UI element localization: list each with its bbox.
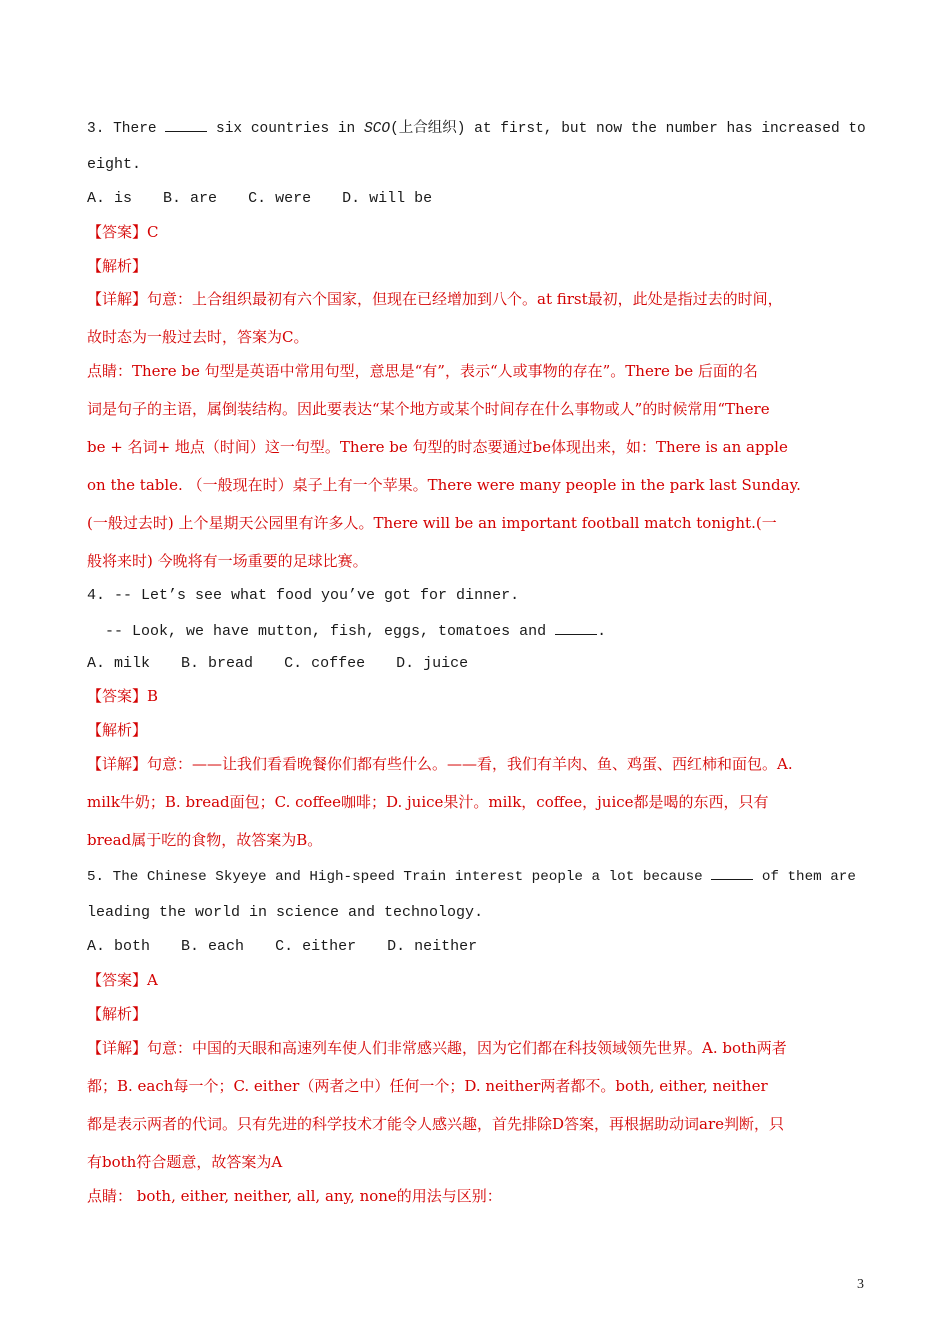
q4-analysis-heading: 【解析】 [87,721,148,739]
q4-stem-line2: -- Look, we have mutton, fish, eggs, tomatoes and . [87,620,606,642]
q5-detail-line2: 都；B. each每一个；C. either（两者之中）任何一个；D. neither两者都不。both, either, neither [87,1077,768,1095]
q4-option-c: C. coffee [284,655,366,672]
q5-option-b: B. each [181,938,245,955]
q4-detail-line1: 【详解】句意：——让我们看看晚餐你们都有些什么。——看，我们有羊肉、鱼、鸡蛋、西红柿和面包。A. [87,755,793,773]
q4-options [87,654,490,674]
q4-option-b: B. bread [181,655,254,672]
page-number: 3 [857,1277,864,1292]
q3-option-d: D. will be [342,190,433,207]
q4-detail-line2: milk牛奶；B. bread面包；C. coffee咖啡；D. juice果汁。milk，coffee，juice都是喝的东西，只有 [87,793,769,811]
q5-stem-line2: leading the world in science and technology. [87,904,484,921]
q3-tip-line2: 词是句子的主语，属倒装结构。因此要表达“某个地方或某个时间存在什么事物或人”的时候常用“There [87,400,770,418]
q3-tip-line3: be + 名词+ 地点（时间）这一句型。There be 句型的时态要通过be体现出来，如：There is an apple [87,438,788,456]
q3-analysis-heading: 【解析】 [87,257,148,275]
q5-stem-line1: 5. The Chinese Skyeye and High-speed Train interest people a lot because of them are [87,865,856,887]
q3-tip-line6: 般将来时) 今晚将有一场重要的足球比赛。 [87,552,368,570]
q4-answer: 【答案】B [87,687,159,705]
q3-tip-line5: (一般过去时) 上个星期天公园里有许多人。There will be an important football match tonight.(一 [87,514,777,532]
q4-blank [555,620,597,635]
q3-option-c: C. were [248,190,312,207]
q3-blank [165,117,207,132]
q5-analysis-heading: 【解析】 [87,1005,148,1023]
q3-option-a: A. is [87,190,133,207]
q3-answer: 【答案】C [87,223,159,241]
q3-detail-line1: 【详解】句意：上合组织最初有六个国家，但现在已经增加到八个。at first最初，此处是指过去的时间， [87,290,783,308]
q5-detail-line3: 都是表示两者的代词。只有先进的科学技术才能令人感兴趣，首先排除D答案，再根据助动词are判断，只 [87,1115,785,1133]
q4-option-d: D. juice [396,655,469,672]
q4-option-a: A. milk [87,655,151,672]
q5-blank [711,865,753,880]
q5-option-a: A. both [87,938,151,955]
q3-stem-line2: eight. [87,156,142,173]
q5-detail-line4: 有both符合题意，故答案为A [87,1153,283,1171]
q4-stem-line1: 4. -- Let’s see what food you’ve got for dinner. [87,587,520,604]
q5-answer: 【答案】A [87,971,158,989]
q3-tip-line1: 点睛：There be 句型是英语中常用句型，意思是“有”，表示“人或事物的存在”。There be 后面的名 [87,362,758,380]
q5-option-d: D. neither [387,938,478,955]
q3-detail-line2: 故时态为一般过去时，答案为C。 [87,328,309,346]
q3-stem-line1: 3. There six countries in SCO(上合组织) at first, but now the number has increased to [87,117,866,139]
q5-tip-line1: 点睛： both, either, neither, all, any, none的用法与区别： [87,1187,502,1205]
q3-options [87,189,454,209]
q5-option-c: C. either [275,938,357,955]
q3-tip-line4: on the table. （一般现在时）桌子上有一个苹果。There were many people in the park last Sunday. [87,476,801,494]
q4-detail-line3: bread属于吃的食物，故答案为B。 [87,831,323,849]
q3-option-b: B. are [163,190,218,207]
q5-detail-line1: 【详解】句意：中国的天眼和高速列车使人们非常感兴趣，因为它们都在科技领域领先世界。A. both两者 [87,1039,787,1057]
q5-options [87,937,499,957]
